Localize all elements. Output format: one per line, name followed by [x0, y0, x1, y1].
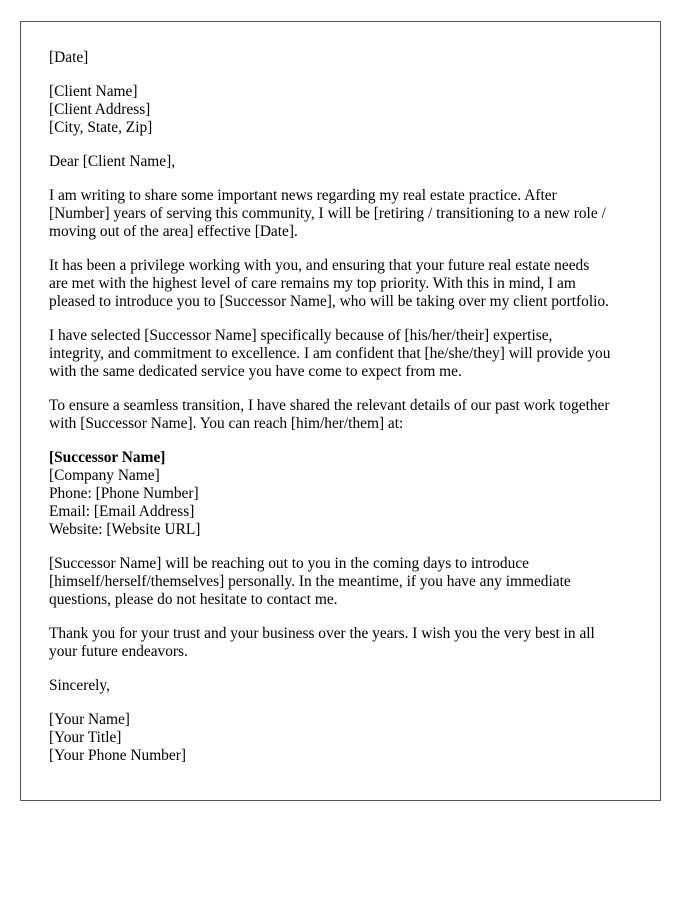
signature-block: [49, 711, 632, 765]
successor-company: [Company Name]: [49, 467, 160, 484]
paragraph-selection: [49, 327, 632, 381]
paragraph-line: [Successor Name] will be reaching out to you in the coming days to introduce: [49, 555, 529, 572]
paragraph-line: Thank you for your trust and your business over the years. I wish you the very best in all: [49, 625, 595, 642]
paragraph-line: To ensure a seamless transition, I have shared the relevant details of our past work together: [49, 397, 610, 414]
paragraph-line: your future endeavors.: [49, 643, 188, 660]
paragraph-line: I have selected [Successor Name] specifically because of [his/her/their] expertise,: [49, 327, 553, 344]
paragraph-introduction: [49, 257, 632, 311]
letter-page: [20, 21, 661, 801]
date-text: [Date]: [49, 49, 89, 66]
recipient-name: [Client Name]: [49, 83, 138, 100]
paragraph-transition: [49, 397, 632, 433]
paragraph-line: [Number] years of serving this community, I will be [retiring / transitioning to a new role /: [49, 205, 606, 222]
successor-phone: Phone: [Phone Number]: [49, 485, 199, 502]
closing-text: Sincerely,: [49, 677, 110, 694]
salutation: [49, 153, 632, 171]
salutation-text: Dear [Client Name],: [49, 153, 176, 170]
closing: [49, 677, 632, 695]
paragraph-line: are met with the highest level of care remains my top priority. With this in mind, I am: [49, 275, 576, 292]
paragraph-announcement: [49, 187, 632, 241]
paragraph-line: moving out of the area] effective [Date].: [49, 223, 298, 240]
paragraph-outreach: [49, 555, 632, 609]
paragraph-line: It has been a privilege working with you, and ensuring that your future real estate needs: [49, 257, 590, 274]
successor-name: [Successor Name]: [49, 449, 166, 466]
recipient-block: [49, 83, 632, 137]
paragraph-line: with [Successor Name]. You can reach [him/her/them] at:: [49, 415, 404, 432]
signature-name: [Your Name]: [49, 711, 130, 728]
signature-phone: [Your Phone Number]: [49, 747, 186, 764]
signature-title: [Your Title]: [49, 729, 122, 746]
successor-website: Website: [Website URL]: [49, 521, 201, 538]
paragraph-line: pleased to introduce you to [Successor Name], who will be taking over my client portfolio.: [49, 293, 609, 310]
paragraph-line: with the same dedicated service you have come to expect from me.: [49, 363, 462, 380]
paragraph-line: questions, please do not hesitate to contact me.: [49, 591, 338, 608]
recipient-city-state-zip: [City, State, Zip]: [49, 119, 153, 136]
paragraph-line: I am writing to share some important news regarding my real estate practice. After: [49, 187, 557, 204]
successor-contact-block: [49, 449, 632, 539]
recipient-address: [Client Address]: [49, 101, 151, 118]
paragraph-line: integrity, and commitment to excellence. I am confident that [he/she/they] will provide you: [49, 345, 611, 362]
paragraph-thanks: [49, 625, 632, 661]
paragraph-line: [himself/herself/themselves] personally. In the meantime, if you have any immediate: [49, 573, 571, 590]
successor-email: Email: [Email Address]: [49, 503, 195, 520]
letter-date: [49, 49, 632, 67]
